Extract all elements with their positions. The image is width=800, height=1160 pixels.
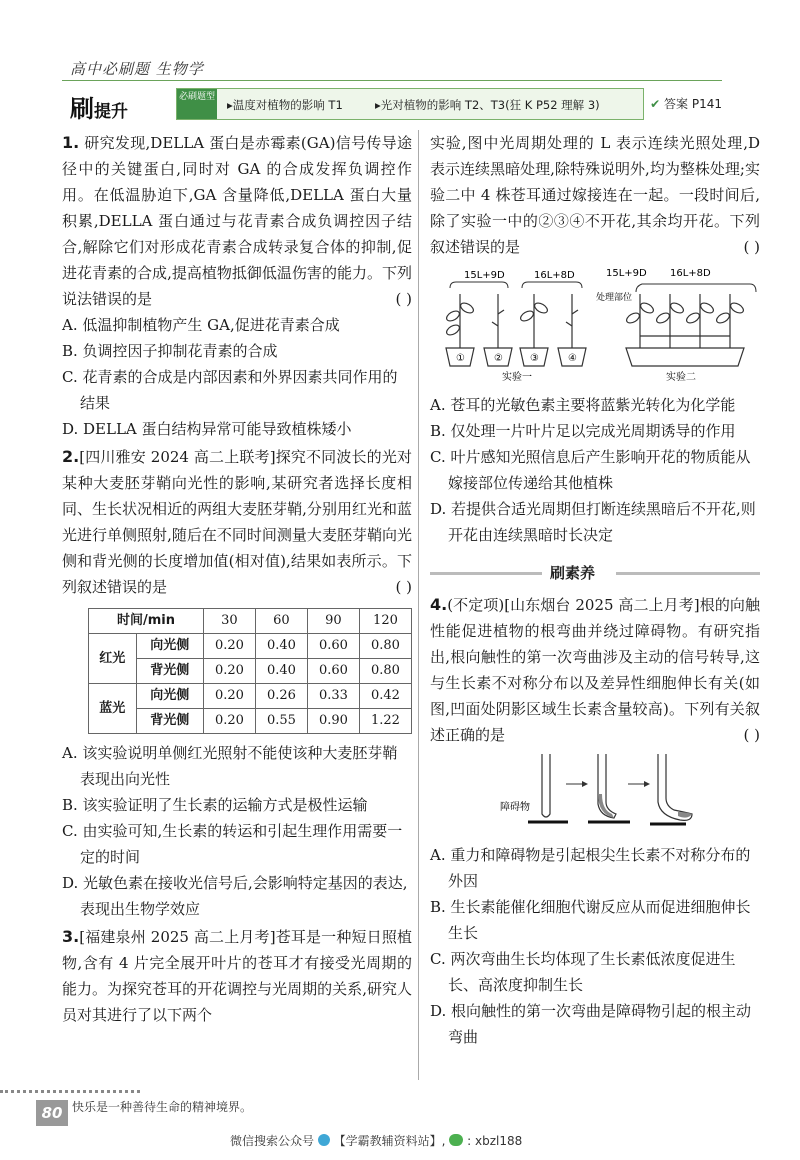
table-time-header: 时间/min xyxy=(89,609,204,634)
q3-option-b: B. 仅处理一片叶片足以完成光周期诱导的作用 xyxy=(430,422,736,440)
table-side-label: 向光侧 xyxy=(136,684,203,709)
section-title: 刷素养 xyxy=(550,564,596,582)
question-2: 2.[四川雅安 2024 高二上联考]探究不同波长的光对某种大麦胚芽鞘向光性的影响,某研究者选择长度相同、生长状况相近的两组大麦胚芽鞘,分别用红光和蓝光进行单侧照射,随后在不同时间测量大麦胚芽鞘向光侧和背光侧的长度增加值(相对值),结果如表所示。下列叙述错误的是 ( ) xyxy=(62,444,412,600)
page-number: 80 xyxy=(36,1100,68,1126)
experiment-figure xyxy=(430,266,760,386)
header-rule xyxy=(62,80,722,81)
q1-option-c: C. 花青素的合成是内部因素和外界因素共同作用的结果 xyxy=(62,368,398,412)
table-cell: 1.22 xyxy=(359,709,411,734)
table-col-header: 120 xyxy=(359,609,411,634)
question-3-source: [福建泉州 2025 高二上月考] xyxy=(79,928,276,946)
photoperiod-label-b: 16L+8D xyxy=(670,268,711,279)
pot-label: ③ xyxy=(530,353,539,364)
q4-option-d: D. 根向触性的第一次弯曲是障碍物引起的根主动弯曲 xyxy=(430,1002,752,1046)
q1-option-b: B. 负调控因子抑制花青素的合成 xyxy=(62,342,278,360)
question-2-stem: 探究不同波长的光对某种大麦胚芽鞘向光性的影响,某研究者选择长度相同、生长状况相近的两组大麦胚芽鞘,分别用红光和蓝光进行单侧照射,随后在不同时间测量大麦胚芽鞘向光侧和背光侧的长度增加值(相对值),结果如表所示。下列叙述错误的是 xyxy=(62,448,412,596)
answer-paren: ( ) xyxy=(395,290,412,308)
question-3-continued xyxy=(430,130,760,260)
check-icon: ✔ xyxy=(650,97,661,111)
table-group-label: 蓝光 xyxy=(89,684,137,734)
section-logo: 刷提升 xyxy=(70,95,128,123)
wechat-icon xyxy=(449,1134,463,1146)
question-4: 4.(不定项)[山东烟台 2025 高二上月考]根的向触性能促进植物的根弯曲并绕过障碍物。有研究指出,根向触性的第一次弯曲涉及主动的信号转导,这与生长素不对称分布以及差异性细胞伸长有关(如图,凹面处阴影区域生长素含量较高)。下列有关叙述正确的是 ( ) xyxy=(430,592,760,748)
table-cell: 0.33 xyxy=(307,684,359,709)
table-cell: 0.26 xyxy=(255,684,307,709)
question-3-stem-part2: 实验,图中光周期处理的 L 表示连续光照处理,D 表示连续黑暗处理,除特殊说明外,均为整株处理;实验二中 4 株苍耳通过嫁接连在一起。一段时间后,除了实验一中的②③④不开花,其余均开花。下列叙述错误的是 xyxy=(430,134,760,256)
answer-ref: ✔ 答案 P141 xyxy=(650,97,722,111)
experiment-1-label: 实验一 xyxy=(502,372,532,383)
table-cell: 0.80 xyxy=(359,634,411,659)
pot-label: ① xyxy=(456,353,465,364)
table-cell: 0.40 xyxy=(255,634,307,659)
section-header xyxy=(430,560,760,586)
table-cell: 0.20 xyxy=(203,684,255,709)
q4-option-a: A. 重力和障碍物是引起根尖生长素不对称分布的外因 xyxy=(430,846,751,890)
results-table xyxy=(88,608,412,734)
table-row xyxy=(89,684,412,709)
answer-paren: ( ) xyxy=(743,238,760,256)
q3-option-c: C. 叶片感知光照信息后产生影响开花的物质能从嫁接部位传递给其他植株 xyxy=(430,448,751,492)
table-cell: 0.80 xyxy=(359,659,411,684)
question-4-stem: 根的向触性能促进植物的根弯曲并绕过障碍物。有研究指出,根向触性的第一次弯曲涉及主动的信号转导,这与生长素不对称分布以及差异性细胞伸长有关(如图,凹面处阴影区域生长素含量较高)。下列有关叙述正确的是 xyxy=(430,596,760,744)
footer-ad: 微信搜索公众号 【学霸教辅资料站】, : xbzl188 xyxy=(230,1134,523,1148)
photoperiod-label-b: 16L+8D xyxy=(534,270,575,281)
table-cell: 0.60 xyxy=(307,634,359,659)
experiment-2-label: 实验二 xyxy=(666,372,696,383)
q2-option-c: C. 由实验可知,生长素的转运和引起生理作用需要一定的时间 xyxy=(62,822,403,866)
table-cell: 0.20 xyxy=(203,634,255,659)
table-cell: 0.20 xyxy=(203,659,255,684)
pot-label: ② xyxy=(494,353,503,364)
obstacle-label: 障碍物 xyxy=(500,802,530,813)
table-col-header: 30 xyxy=(203,609,255,634)
question-4-source: (不定项)[山东烟台 2025 高二上月考] xyxy=(447,596,700,614)
answer-paren: ( ) xyxy=(395,578,412,596)
pot-label: ④ xyxy=(568,353,577,364)
question-1: 1. 研究发现,DELLA 蛋白是赤霉素(GA)信号传导途径中的关键蛋白,同时对 GA 的合成发挥负调控作用。在低温胁迫下,GA 含量降低,DELLA 蛋白大量积累,DELLA 蛋白通过与花青素合成负调控因子结合,解除它们对形成花青素合成转录复合体的抑制,促进花青素的合成,提高植物抵御低温伤害的能力。下列说法错误的是 ( ) xyxy=(62,130,412,312)
topic-banner xyxy=(62,86,722,122)
table-group-label: 红光 xyxy=(89,634,137,684)
globe-icon xyxy=(318,1134,330,1146)
q4-option-b: B. 生长素能催化细胞代谢反应从而促进细胞伸长生长 xyxy=(430,898,751,942)
book-title: 高中必刷题 生物学 xyxy=(70,60,204,78)
table-cell: 0.20 xyxy=(203,709,255,734)
topic-box xyxy=(176,88,644,120)
table-side-label: 背光侧 xyxy=(136,659,203,684)
photoperiod-label-a: 15L+9D xyxy=(464,270,505,281)
table-cell: 0.60 xyxy=(307,659,359,684)
table-col-header: 90 xyxy=(307,609,359,634)
table-side-label: 向光侧 xyxy=(136,634,203,659)
table-cell: 0.55 xyxy=(255,709,307,734)
table-cell: 0.40 xyxy=(255,659,307,684)
table-row xyxy=(89,634,412,659)
q2-option-a: A. 该实验说明单侧红光照射不能使该种大麦胚芽鞘表现出向光性 xyxy=(62,744,398,788)
left-column xyxy=(62,130,412,1028)
table-cell: 0.42 xyxy=(359,684,411,709)
topic-item-1: ▸温度对植物的影响 T1 xyxy=(227,98,343,112)
topic-item-2: ▸光对植物的影响 T2、T3(狂 K P52 理解 3) xyxy=(375,98,600,112)
q2-option-b: B. 该实验证明了生长素的运输方式是极性运输 xyxy=(62,796,368,814)
q3-option-a: A. 苍耳的光敏色素主要将蓝紫光转化为化学能 xyxy=(430,396,736,414)
question-3-stem-part1: 苍耳是一种短日照植物,含有 4 片完全展开叶片的苍耳才有接受光周期的能力。为探究苍耳的开花调控与光周期的关系,研究人员对其进行了以下两个 xyxy=(62,928,412,1024)
q1-option-d: D. DELLA 蛋白结构异常可能导致植株矮小 xyxy=(62,420,352,438)
table-side-label: 背光侧 xyxy=(136,709,203,734)
topic-badge: 必刷题型 xyxy=(177,89,217,119)
table-col-header: 60 xyxy=(255,609,307,634)
question-2-source: [四川雅安 2024 高二上联考] xyxy=(79,448,276,466)
question-3: 3.[福建泉州 2025 高二上月考]苍耳是一种短日照植物,含有 4 片完全展开叶片的苍耳才有接受光周期的能力。为探究苍耳的开花调控与光周期的关系,研究人员对其进行了以下两个 xyxy=(62,927,412,1024)
answer-paren: ( ) xyxy=(743,726,760,744)
table-row xyxy=(89,659,412,684)
footer-motto: 快乐是一种善待生命的精神境界。 xyxy=(72,1100,253,1114)
question-1-stem: 研究发现,DELLA 蛋白是赤霉素(GA)信号传导途径中的关键蛋白,同时对 GA 的合成发挥负调控作用。在低温胁迫下,GA 含量降低,DELLA 蛋白大量积累,DELLA 蛋白通过与花青素合成负调控因子结合,解除它们对形成花青素合成转录复合体的抑制,促进花青素的合成,提高植物抵御低温伤害的能力。下列说法错误的是 xyxy=(62,134,412,308)
column-divider xyxy=(418,130,419,1080)
table-row xyxy=(89,709,412,734)
q1-option-a: A. 低温抑制植物产生 GA,促进花青素合成 xyxy=(62,316,340,334)
treatment-site-label: 处理部位 xyxy=(596,293,633,303)
footer-dots xyxy=(0,1090,140,1094)
q3-option-d: D. 若提供合适光周期但打断连续黑暗后不开花,则开花由连续黑暗时长决定 xyxy=(430,500,756,544)
root-figure xyxy=(430,754,760,836)
photoperiod-label-a: 15L+9D xyxy=(606,268,647,279)
q4-option-c: C. 两次弯曲生长均体现了生长素低浓度促进生长、高浓度抑制生长 xyxy=(430,950,736,994)
q2-option-d: D. 光敏色素在接收光信号后,会影响特定基因的表达,表现出生物学效应 xyxy=(62,874,408,918)
right-column xyxy=(430,130,760,1050)
table-cell: 0.90 xyxy=(307,709,359,734)
